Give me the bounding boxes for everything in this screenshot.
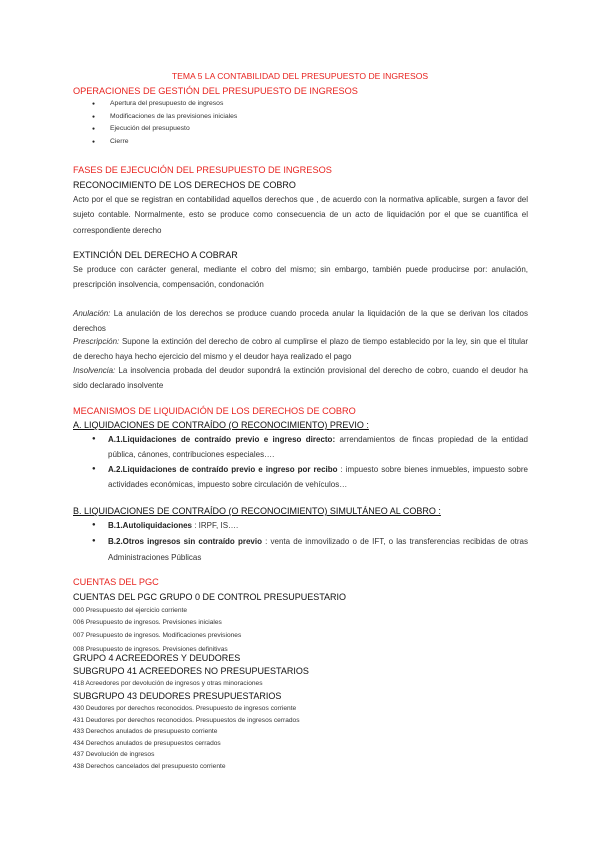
list-item: 437 Devolución de ingresos: [73, 751, 155, 759]
mecanismos-heading: MECANISMOS DE LIQUIDACIÓN DE LOS DERECHOS DE COBRO: [73, 406, 356, 416]
anulacion-label: Anulación:: [73, 309, 111, 318]
list-item: ● Apertura del presupuesto de ingresos: [92, 98, 237, 111]
list-item: ● Modificaciones de las previsiones iniciales: [92, 111, 237, 124]
grupo0-heading: CUENTAS DEL PGC GRUPO 0 DE CONTROL PRESUPUESTARIO: [73, 592, 347, 602]
fases-heading: FASES DE EJECUCIÓN DEL PRESUPUESTO DE INGRESOS: [73, 165, 332, 175]
b1-label: B.1.Autoliquidaciones: [108, 521, 193, 530]
recon-text: Acto por el que se registran en contabilidad aquellos derechos que , de acuerdo con la normativa aplicable, surgen a favor del sujeto contable. Normalmente, esto se produce como consecuencia de un acto de liquidación por el que se cuantifica el correspondiente derecho: [73, 195, 528, 235]
list-item: 007 Presupuesto de ingresos. Modificaciones previsiones: [73, 631, 242, 639]
a1-text: arrendamientos de fincas propiedad de la entidad pública, cánones, contribuciones especiales….: [108, 435, 528, 460]
sub43-list: [73, 703, 300, 773]
grupo4-heading: GRUPO 4 ACREEDORES Y DEUDORES: [73, 653, 241, 663]
a2-label: A.2.Liquidaciones de contraído previo e ingreso por recibo: [108, 464, 338, 474]
sub41-list: [73, 678, 263, 690]
insolvencia-paragraph: [73, 363, 528, 394]
anulacion-paragraph: [73, 306, 528, 337]
b2-label: B.2.Otros ingresos sin contraído previo: [108, 537, 262, 547]
list-item: 431 Deudores por derechos reconocidos. Presupuestos de ingresos cerrados: [73, 716, 300, 724]
ops-heading: OPERACIONES DE GESTIÓN DEL PRESUPUESTO DE INGRESOS: [73, 86, 358, 96]
list-item: ● Cierre: [92, 136, 237, 149]
list-item: 438 Derechos cancelados del presupuesto corriente: [73, 762, 226, 770]
list-item: 430 Deudores por derechos reconocidos. Presupuesto de ingresos corriente: [73, 705, 297, 712]
list-item: 433 Derechos anulados de presupuesto corriente: [73, 728, 218, 736]
a-list: [92, 432, 528, 493]
list-item: 000 Presupuesto del ejercicio corriente: [73, 607, 187, 614]
list-item: ● Ejecución del presupuesto: [92, 123, 237, 136]
insolvencia-text: La insolvencia probada del deudor supondrá la extinción provisional del derecho de cobro, cuando el deudor ha sido declarado insolvente: [73, 366, 528, 391]
list-item: 418 Acreedores por devolución de ingresos y otras minoraciones: [73, 680, 263, 687]
ext-heading: EXTINCIÓN DEL DERECHO A COBRAR: [73, 250, 238, 260]
list-item: 006 Presupuesto de ingresos. Previsiones iniciales: [73, 619, 222, 627]
ext-text: Se produce con carácter general, mediante el cobro del mismo; sin embargo, también puede producirse por: anulación, prescripción insolvencia, compensación, condonación: [73, 265, 528, 290]
list-item: [92, 462, 528, 493]
a2-text: : impuesto sobre bienes inmuebles, impuesto sobre actividades económicas, impuesto sobre circulación de vehículos…: [108, 464, 528, 490]
sub41-heading: SUBGRUPO 41 ACREEDORES NO PRESUPUESTARIOS: [73, 666, 309, 676]
insolvencia-label: Insolvencia:: [73, 366, 116, 375]
grupo0-list: [73, 605, 241, 657]
list-item: [92, 534, 528, 565]
page-title: TEMA 5 LA CONTABILIDAD DEL PRESUPUESTO DE INGRESOS: [171, 71, 429, 81]
a1-label: A.1.Liquidaciones de contraído previo e ingreso directo:: [108, 435, 336, 444]
b-list: [92, 518, 528, 565]
b-heading: B. LIQUIDACIONES DE CONTRAÍDO (O RECONOCIMIENTO) SIMULTÁNEO AL COBRO :: [73, 506, 441, 516]
list-item: 434 Derechos anulados de presupuestos cerrados: [73, 739, 221, 747]
list-item: [92, 518, 528, 533]
b1-text: : IRPF, IS….: [192, 521, 239, 530]
list-item: [92, 432, 528, 463]
list-item: 008 Presupuesto de ingresos. Previsiones definitivas: [73, 646, 228, 654]
sub43-heading: SUBGRUPO 43 DEUDORES PRESUPUESTARIOS: [73, 691, 282, 701]
b2-text: : venta de inmovilizado o de IFT, o las transferencias recibidas de otras Administraciones Públicas: [108, 537, 528, 562]
ops-list: [92, 98, 237, 148]
recon-heading: RECONOCIMIENTO DE LOS DERECHOS DE COBRO: [73, 180, 296, 190]
prescripcion-label: Prescripción:: [73, 337, 120, 346]
cuentas-heading: CUENTAS DEL PGC: [73, 577, 159, 587]
prescripcion-text: Supone la extinción del derecho de cobro al cumplirse el plazo de tiempo establecido por la ley, sin que el titular de derecho haya hecho ejercicio del mismo y el deudor haya realizado el pago: [73, 337, 528, 362]
prescripcion-paragraph: [73, 334, 528, 365]
a-heading: A. LIQUIDACIONES DE CONTRAÍDO (O RECONOCIMIENTO) PREVIO :: [73, 420, 369, 430]
anulacion-text: La anulación de los derechos se produce cuando proceda anular la liquidación de la que se derivan los citados derechos: [73, 309, 528, 334]
